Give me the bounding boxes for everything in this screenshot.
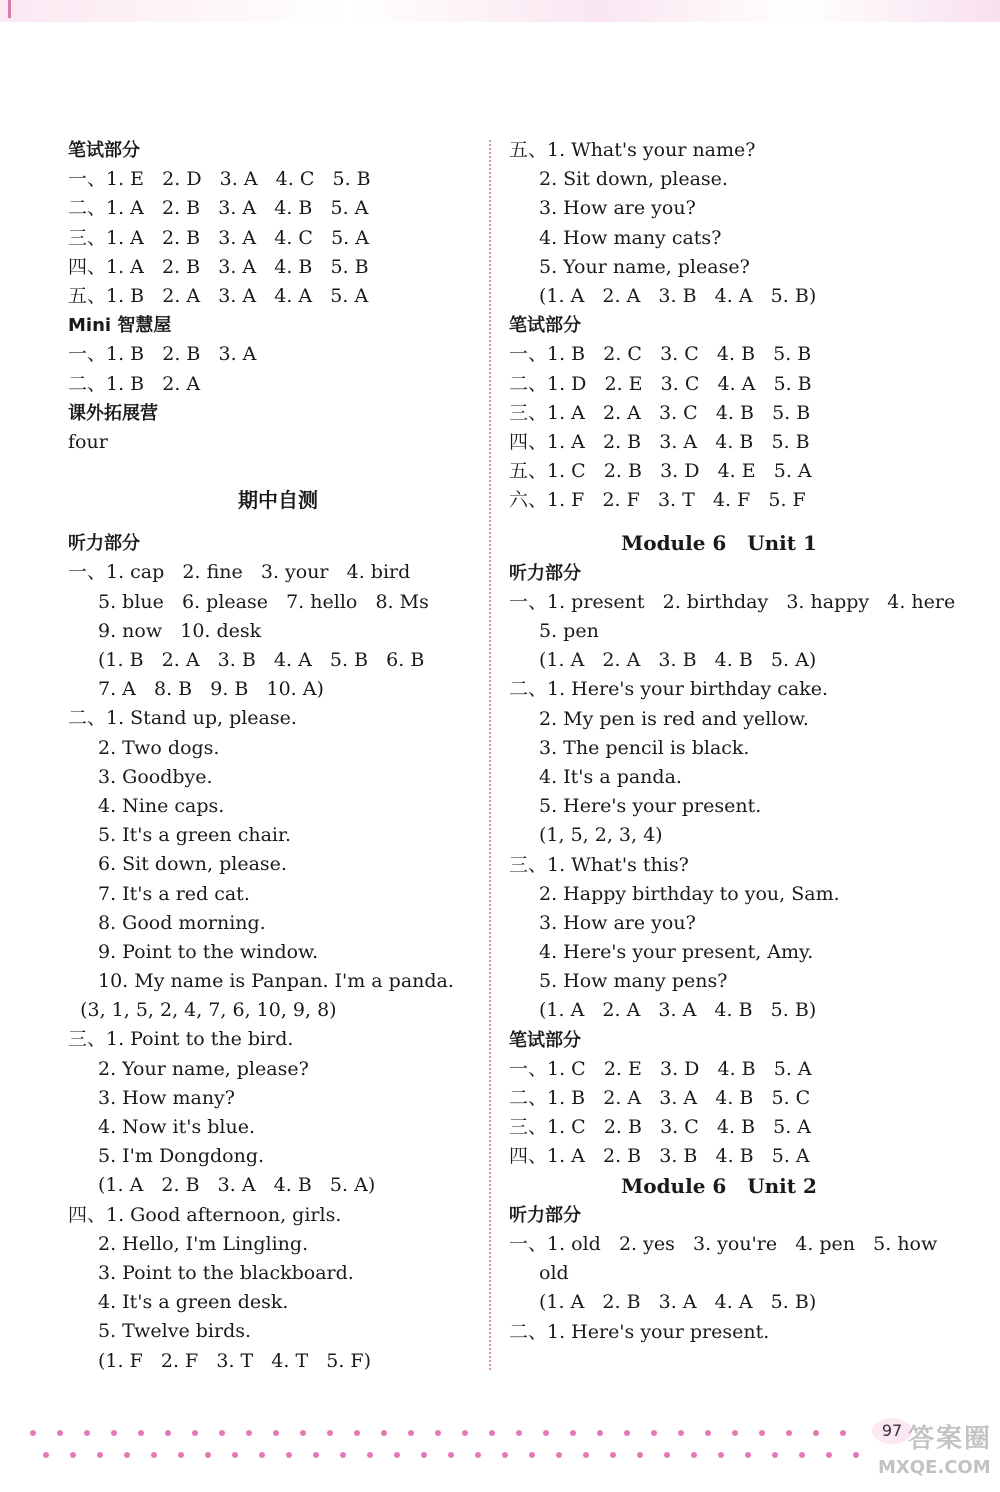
answer-line: 三、1. A 2. B 3. A 4. C 5. A xyxy=(68,226,369,249)
answer-subline: 5. blue 6. please 7. hello 8. Ms xyxy=(98,590,429,613)
test-title: 期中自测 xyxy=(238,488,318,513)
answer-line: 五、1. What's your name? xyxy=(509,139,756,161)
section-heading: 听力部分 xyxy=(509,562,581,584)
answer-subline: 4. Now it's blue. xyxy=(98,1116,256,1138)
section-heading: 笔试部分 xyxy=(509,315,581,337)
section-heading: Mini 智慧屋 xyxy=(68,315,172,337)
right-column xyxy=(509,136,956,1347)
answer-subline: 7. It's a red cat. xyxy=(98,882,250,905)
answer-line: 四、1. A 2. B 3. A 4. B 5. B xyxy=(68,255,369,278)
decor-dot xyxy=(340,1452,346,1458)
decor-dot xyxy=(192,1430,198,1436)
answer-line: 一、1. present 2. birthday 3. happy 4. here xyxy=(509,590,956,613)
decor-dot xyxy=(732,1430,738,1436)
decor-dot xyxy=(840,1430,846,1436)
decor-dot xyxy=(543,1430,549,1436)
decor-dot xyxy=(205,1452,211,1458)
answer-line: 二、1. D 2. E 3. C 4. A 5. B xyxy=(509,372,812,395)
decor-dot xyxy=(853,1452,859,1458)
answer-subline: 2. My pen is red and yellow. xyxy=(539,707,809,730)
decor-dot xyxy=(57,1430,63,1436)
answer-line: 二、1. Here's your present. xyxy=(509,1320,770,1343)
decor-dot xyxy=(826,1452,832,1458)
decor-dot xyxy=(286,1452,292,1458)
answer-line: 一、1. old 2. yes 3. you're 4. pen 5. how xyxy=(509,1232,938,1255)
decor-dot xyxy=(651,1430,657,1436)
answer-subline: (1. A 2. B 3. A 4. B 5. A) xyxy=(98,1174,376,1197)
answer-subline: 9. now 10. desk xyxy=(98,619,262,642)
page-number: 97 xyxy=(872,1418,912,1444)
answer-subline: 4. How many cats? xyxy=(539,226,722,249)
answer-subline: 4. Here's your present, Amy. xyxy=(539,941,814,964)
decor-dot xyxy=(691,1452,697,1458)
section-heading: 笔试部分 xyxy=(509,1029,581,1051)
answer-subline: (1. A 2. B 3. A 4. A 5. B) xyxy=(539,1291,817,1314)
answer-subline: 2. Hello, I'm Lingling. xyxy=(98,1232,309,1255)
answer-line: 三、1. C 2. B 3. C 4. B 5. A xyxy=(509,1116,812,1139)
answer-line: 二、1. B 2. A xyxy=(68,372,201,395)
answer-subline: 3. Goodbye. xyxy=(98,765,213,788)
spacer xyxy=(509,515,929,529)
decor-dot xyxy=(97,1452,103,1458)
spacer xyxy=(68,457,488,486)
decor-dot xyxy=(570,1430,576,1436)
answer-line: 三、1. A 2. A 3. C 4. B 5. B xyxy=(509,401,811,424)
decor-dot xyxy=(597,1430,603,1436)
answer-subline: 10. My name is Panpan. I'm a panda. xyxy=(98,970,454,993)
decor-dot xyxy=(70,1452,76,1458)
section-heading: 课外拓展营 xyxy=(68,402,158,424)
answer-subline: 6. Sit down, please. xyxy=(98,853,287,876)
section-heading: 听力部分 xyxy=(509,1204,581,1226)
decor-dot xyxy=(529,1452,535,1458)
answer-line: 四、1. A 2. B 3. A 4. B 5. B xyxy=(509,430,810,453)
answer-subline: 2. Happy birthday to you, Sam. xyxy=(539,882,840,905)
answer-subline: (1. F 2. F 3. T 4. T 5. F) xyxy=(98,1349,372,1372)
answer-line: (3, 1, 5, 2, 4, 7, 6, 10, 9, 8) xyxy=(68,999,337,1022)
answer-line: 二、1. Stand up, please. xyxy=(68,707,297,730)
decor-dot xyxy=(462,1430,468,1436)
answer-subline: 5. I'm Dongdong. xyxy=(98,1145,265,1168)
decor-dot xyxy=(799,1452,805,1458)
decor-dot xyxy=(273,1430,279,1436)
decor-dot xyxy=(300,1430,306,1436)
decor-dot xyxy=(421,1452,427,1458)
answer-subline: 4. Nine caps. xyxy=(98,794,225,817)
answer-subline: 8. Good morning. xyxy=(98,911,266,934)
top-tick-mark xyxy=(8,0,11,18)
answer-subline: 3. How many? xyxy=(98,1086,235,1109)
answer-subline: 3. Point to the blackboard. xyxy=(98,1261,354,1284)
decor-dot xyxy=(448,1452,454,1458)
answer-subline: 5. Here's your present. xyxy=(539,795,762,818)
decor-dot xyxy=(502,1452,508,1458)
decor-dot xyxy=(259,1452,265,1458)
spacer xyxy=(68,515,488,529)
answer-line: 四、1. A 2. B 3. B 4. B 5. A xyxy=(509,1145,810,1168)
left-column xyxy=(68,136,488,1376)
watermark-line1: 答案圈 xyxy=(908,1424,993,1454)
decor-dot xyxy=(718,1452,724,1458)
decor-dot xyxy=(786,1430,792,1436)
answer-subline: 2. Sit down, please. xyxy=(539,168,728,191)
answer-subline: 2. Your name, please? xyxy=(98,1057,309,1080)
decor-dot xyxy=(813,1430,819,1436)
decor-dot xyxy=(178,1452,184,1458)
answer-line: 五、1. C 2. B 3. D 4. E 5. A xyxy=(509,460,812,483)
decor-dot xyxy=(124,1452,130,1458)
answer-line: 一、1. E 2. D 3. A 4. C 5. B xyxy=(68,168,371,191)
answer-line: 一、1. C 2. E 3. D 4. B 5. A xyxy=(509,1057,812,1080)
decor-dot xyxy=(759,1430,765,1436)
answer-line: 二、1. B 2. A 3. A 4. B 5. C xyxy=(509,1087,811,1109)
answer-subline: 3. The pencil is black. xyxy=(539,736,750,759)
module-title: Module 6 Unit 2 xyxy=(621,1173,817,1198)
decor-dot xyxy=(394,1452,400,1458)
decor-dot xyxy=(556,1452,562,1458)
answer-subline: 9. Point to the window. xyxy=(98,940,319,963)
decor-dot xyxy=(624,1430,630,1436)
answer-subline: (1. A 2. A 3. B 4. B 5. A) xyxy=(539,649,817,672)
answer-line: 三、1. What's this? xyxy=(509,853,689,876)
section-heading: 笔试部分 xyxy=(68,140,140,161)
decor-dot xyxy=(151,1452,157,1458)
bottom-dot-decoration xyxy=(20,1412,980,1482)
decor-dot xyxy=(772,1452,778,1458)
decor-dot xyxy=(408,1430,414,1436)
answer-subline: 4. It's a green desk. xyxy=(98,1291,289,1314)
answer-subline: 5. Twelve birds. xyxy=(98,1320,252,1343)
module-title: Module 6 Unit 1 xyxy=(621,531,817,556)
decor-dot xyxy=(367,1452,373,1458)
answer-line: four xyxy=(68,430,108,453)
watermark xyxy=(878,1418,993,1488)
top-decorative-band xyxy=(0,0,1000,22)
decor-dot xyxy=(664,1452,670,1458)
answer-subline: old xyxy=(539,1262,569,1285)
decor-dot xyxy=(516,1430,522,1436)
decor-dot xyxy=(637,1452,643,1458)
decor-dot xyxy=(610,1452,616,1458)
answer-line: 一、1. B 2. B 3. A xyxy=(68,343,257,366)
answer-subline: 3. How are you? xyxy=(539,197,696,220)
answer-subline: 4. It's a panda. xyxy=(539,765,682,788)
answer-subline: (1. A 2. A 3. A 4. B 5. B) xyxy=(539,999,817,1022)
decor-dot xyxy=(313,1452,319,1458)
answer-line: 二、1. A 2. B 3. A 4. B 5. A xyxy=(68,197,369,220)
answer-line: 三、1. Point to the bird. xyxy=(68,1028,294,1051)
decor-dot xyxy=(246,1430,252,1436)
answer-subline: 3. How are you? xyxy=(539,911,696,934)
answer-line: 一、1. B 2. C 3. C 4. B 5. B xyxy=(509,343,812,366)
answer-subline: (1. A 2. A 3. B 4. A 5. B) xyxy=(539,284,817,307)
decor-dot xyxy=(489,1430,495,1436)
answer-subline: 5. It's a green chair. xyxy=(98,824,292,847)
decor-dot xyxy=(354,1430,360,1436)
decor-dot xyxy=(219,1430,225,1436)
section-heading: 听力部分 xyxy=(68,533,140,555)
decor-dot xyxy=(165,1430,171,1436)
answer-line: 二、1. Here's your birthday cake. xyxy=(509,678,829,701)
answer-line: 六、1. F 2. F 3. T 4. F 5. F xyxy=(509,489,806,512)
answer-line: 四、1. Good afternoon, girls. xyxy=(68,1203,342,1226)
decor-dot xyxy=(43,1452,49,1458)
answer-subline: 5. pen xyxy=(539,620,599,642)
answer-line: 五、1. B 2. A 3. A 4. A 5. A xyxy=(68,284,369,307)
decor-dot xyxy=(138,1430,144,1436)
decor-dot xyxy=(678,1430,684,1436)
answer-subline: 5. How many pens? xyxy=(539,970,728,993)
decor-dot xyxy=(475,1452,481,1458)
decor-dot xyxy=(705,1430,711,1436)
answer-subline: (1. B 2. A 3. B 4. A 5. B 6. B xyxy=(98,649,425,671)
decor-dot xyxy=(745,1452,751,1458)
decor-dot xyxy=(583,1452,589,1458)
answer-subline: 5. Your name, please? xyxy=(539,255,750,278)
answer-subline: 7. A 8. B 9. B 10. A) xyxy=(98,678,324,701)
decor-dot xyxy=(435,1430,441,1436)
decor-dot xyxy=(111,1430,117,1436)
decor-dot xyxy=(84,1430,90,1436)
decor-dot xyxy=(232,1452,238,1458)
column-divider xyxy=(489,140,491,1370)
decor-dot xyxy=(381,1430,387,1436)
answer-subline: 2. Two dogs. xyxy=(98,736,220,759)
decor-dot xyxy=(327,1430,333,1436)
answer-line: 一、1. cap 2. fine 3. your 4. bird xyxy=(68,561,411,584)
answer-subline: (1, 5, 2, 3, 4) xyxy=(539,824,663,847)
decor-dot xyxy=(30,1430,36,1436)
watermark-line2: MXQE.COM xyxy=(878,1457,991,1478)
